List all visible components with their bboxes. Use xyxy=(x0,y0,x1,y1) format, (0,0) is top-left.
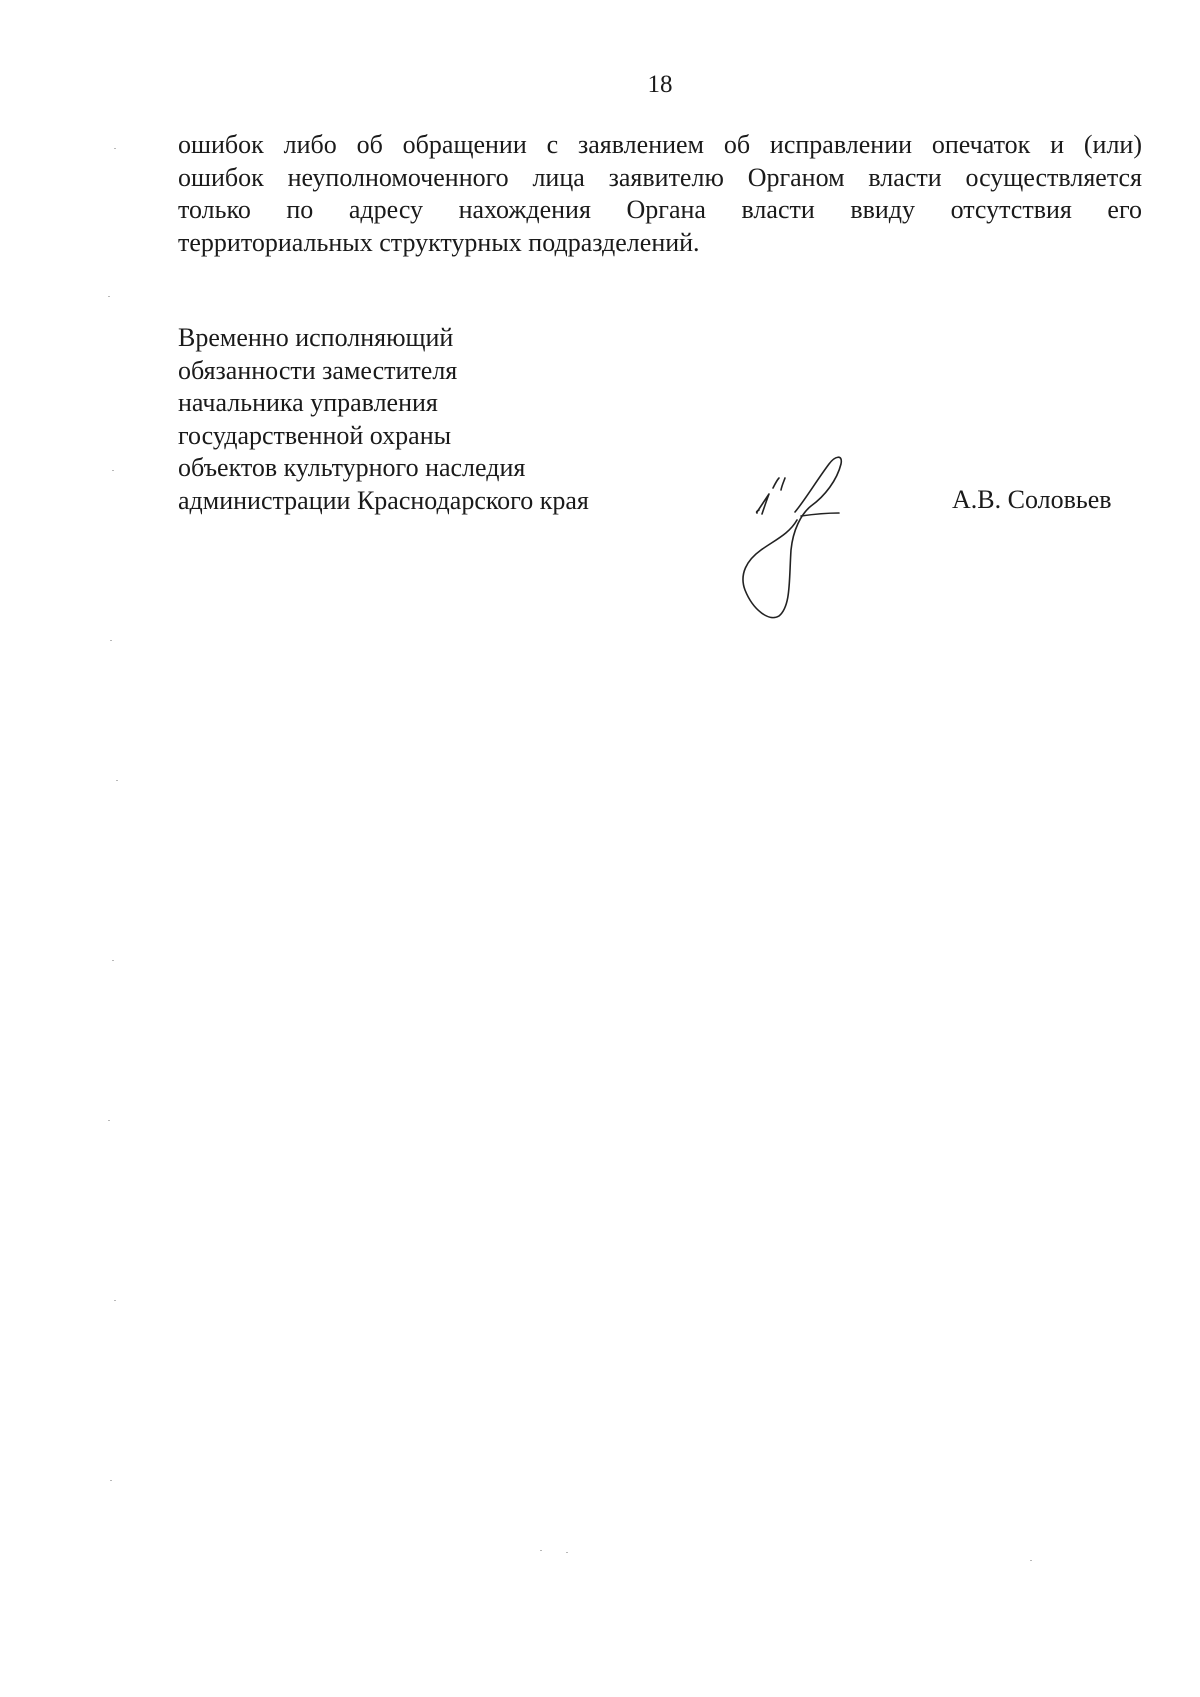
scan-speck xyxy=(114,148,116,149)
scan-speck xyxy=(110,640,112,641)
paragraph-line: территориальных структурных подразделений. xyxy=(178,227,700,257)
scan-speck xyxy=(540,1550,542,1551)
page-number: 18 xyxy=(647,71,673,98)
position-line: государственной охраны xyxy=(178,420,452,450)
position-line: объектов культурного наследия xyxy=(178,453,526,482)
paragraph-line: ошибок неуполномоченного лица заявителю Органом власти осуществляется xyxy=(178,162,1142,192)
position-line: Временно исполняющий xyxy=(178,323,454,352)
scan-speck xyxy=(108,1120,110,1121)
signatory-position xyxy=(178,322,589,517)
scan-speck xyxy=(110,1480,112,1481)
scan-speck xyxy=(112,960,114,961)
paragraph-line: ошибок либо об обращении с заявлением об исправлении опечаток и (или) xyxy=(178,130,1142,159)
paragraph-line: только по адресу нахождения Органа власти ввиду отсутствия его xyxy=(178,195,1142,224)
scan-speck xyxy=(108,296,110,297)
scan-speck xyxy=(566,1552,568,1553)
scan-speck xyxy=(1030,1560,1032,1561)
scan-speck xyxy=(116,780,118,781)
scan-speck xyxy=(112,470,114,471)
position-line: администрации Краснодарского края xyxy=(178,485,589,515)
scan-speck xyxy=(114,1300,116,1301)
position-line: обязанности заместителя xyxy=(178,355,458,385)
handwritten-signature-icon xyxy=(735,450,895,630)
signatory-name: А.В. Соловьев xyxy=(952,485,1112,514)
body-paragraph xyxy=(178,129,1142,259)
position-line: начальника управления xyxy=(178,388,438,417)
